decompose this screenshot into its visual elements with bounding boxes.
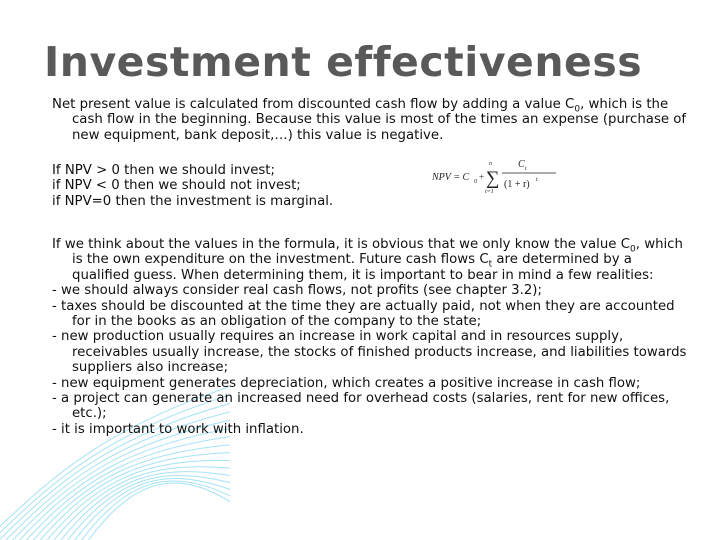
list-item: - new equipment generates depreciation, which creates a positive increase in cash flow; [52, 375, 641, 391]
numerator-subscript: t [525, 166, 527, 172]
npv-rules [52, 163, 412, 209]
formula-lhs-subscript: 0 [474, 179, 477, 185]
formula-lhs: NPV = C [432, 172, 470, 183]
list-item: - it is important to work with inflation. [52, 421, 304, 437]
formula-plus: + [479, 172, 485, 182]
rule-line: if NPV < 0 then we should not invest; [52, 178, 301, 194]
rule-line: If NPV > 0 then we should invest; [52, 163, 276, 178]
list-item: - taxes should be discounted at the time they are actually paid, not when they are accounted for in the books as an obligation of the company to the state; [52, 298, 675, 330]
formula-numerator: C [518, 159, 525, 170]
npv-formula [428, 156, 568, 196]
body-text-a: If we think about the values in the formula, it is obvious that we only know the value C [52, 237, 630, 252]
list-item: - a project can generate an increased need for overhead costs (salaries, rent for new offices, etc.); [52, 391, 670, 422]
list-item: - we should always consider real cash flows, not profits (see chapter 3.2); [52, 283, 542, 299]
denominator-exponent: t [536, 177, 538, 183]
body-text-b: , which is the own expenditure on the investment. Future cash flows C [72, 237, 683, 268]
body-subscript: t [488, 260, 493, 271]
body-paragraph [52, 237, 692, 283]
body-subscript: 0 [630, 244, 636, 255]
sigma-symbol: ∑ [486, 168, 500, 189]
sum-lower-limit: t=1 [485, 189, 494, 195]
intro-text-b: , which is the cash flow in the beginning. Because this value is most of the times an expense (purchase of new equipment, bank deposit,…) this value is negative. [72, 97, 687, 143]
rule-line: if NPV=0 then the investment is marginal. [52, 193, 334, 209]
formula-denominator: (1 + r) [504, 179, 530, 190]
slide-title: Investment effectiveness [44, 38, 643, 86]
intro-text-a: Net present value is calculated from discounted cash flow by adding a value C [52, 97, 575, 112]
list-item: - new production usually requires an increase in work capital and in resources supply, receivables usually increase, the stocks of finished products increase, and liabilities towards suppliers also increase; [52, 329, 687, 376]
body-text [52, 237, 692, 437]
intro-subscript: 0 [574, 104, 581, 115]
intro-paragraph [52, 97, 692, 143]
sum-upper-limit: n [489, 161, 492, 167]
body-text-c: are determined by a qualified guess. When determining them, it is important to bear in mind a few realities: [72, 252, 654, 283]
